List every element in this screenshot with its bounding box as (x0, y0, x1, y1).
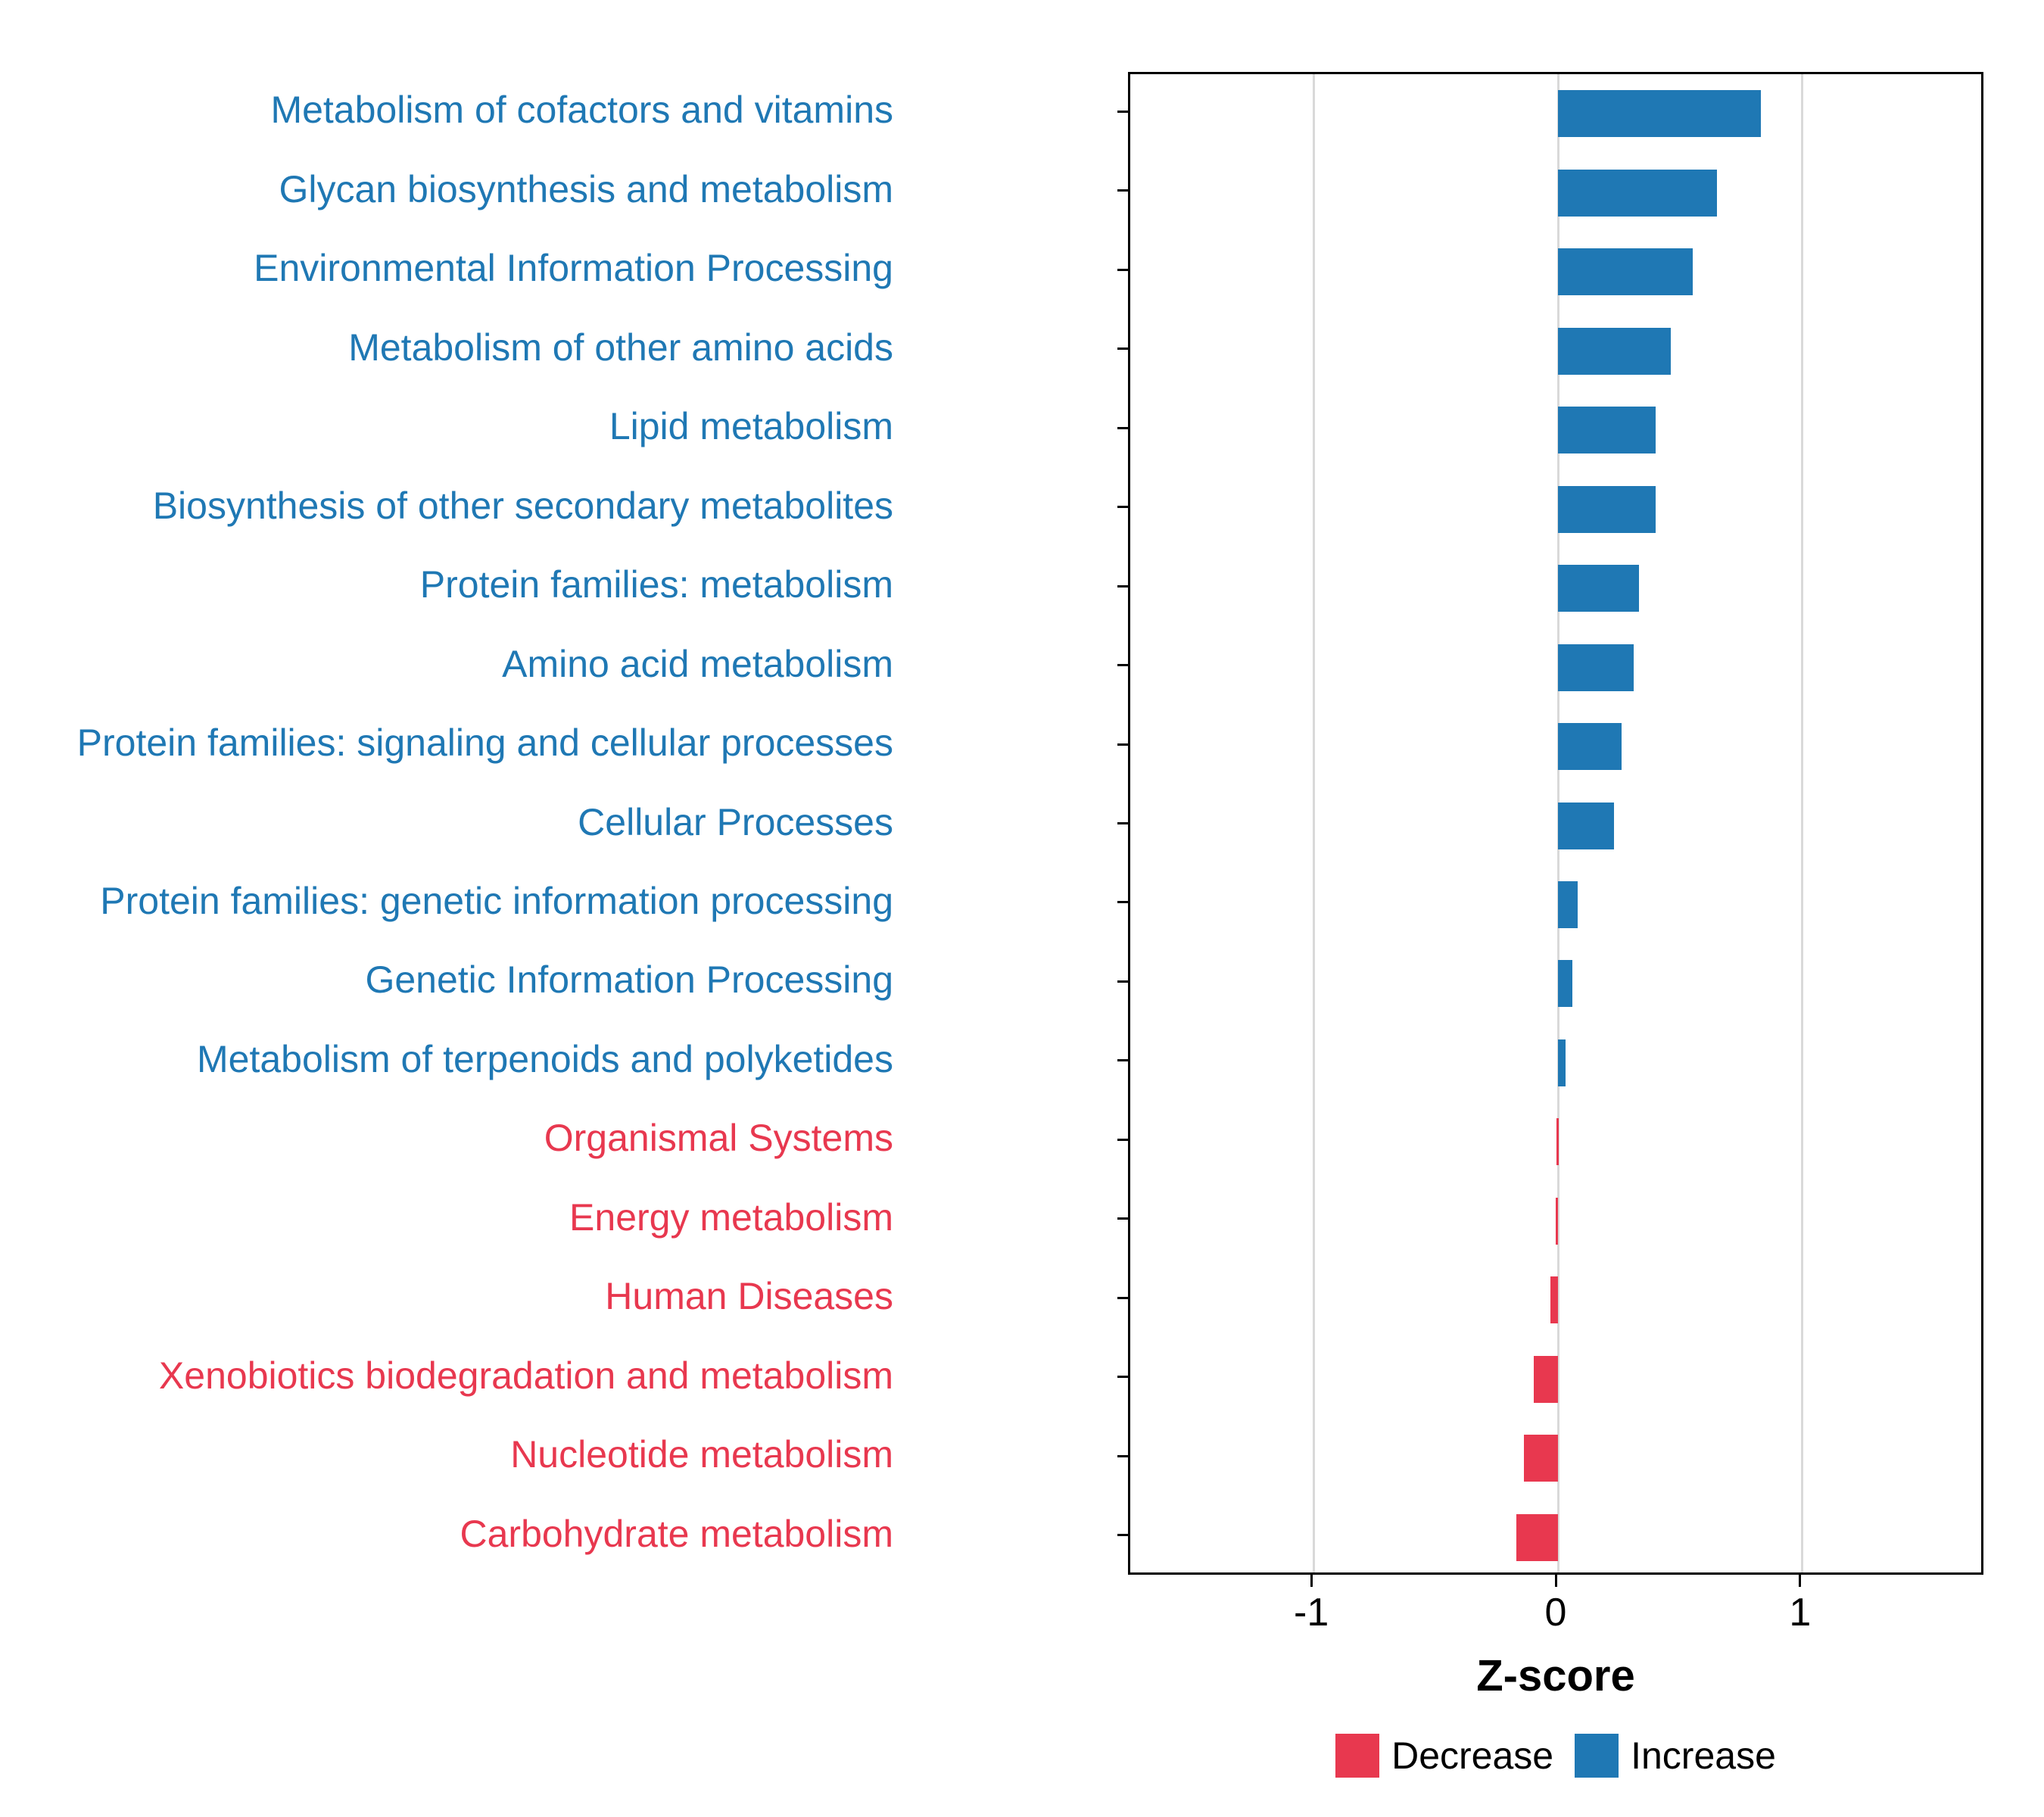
bar (1558, 1039, 1566, 1086)
bar (1558, 881, 1578, 928)
x-axis-tick-label: 1 (1789, 1591, 1812, 1635)
category-label: Carbohydrate metabolism (460, 1512, 893, 1555)
bar (1524, 1435, 1558, 1482)
category-label: Metabolism of other amino acids (348, 326, 893, 369)
legend-label-increase: Increase (1631, 1734, 1776, 1777)
category-label: Metabolism of cofactors and vitamins (270, 89, 893, 132)
category-label: Genetic Information Processing (365, 958, 893, 1002)
x-axis-tick-label: -1 (1294, 1591, 1329, 1635)
category-tick (1117, 901, 1128, 903)
legend-swatch-decrease (1335, 1734, 1379, 1778)
bar (1558, 803, 1614, 849)
category-tick (1117, 111, 1128, 113)
gridline (1313, 74, 1315, 1572)
bar (1556, 1118, 1559, 1165)
category-label: Protein families: metabolism (419, 563, 893, 606)
legend-item-decrease (1335, 1734, 1553, 1778)
category-label: Amino acid metabolism (502, 642, 893, 685)
bar (1558, 90, 1761, 137)
category-label: Environmental Information Processing (254, 247, 893, 290)
category-tick (1117, 1059, 1128, 1061)
bar (1558, 328, 1671, 375)
bar (1516, 1514, 1558, 1561)
category-label: Cellular Processes (578, 800, 893, 843)
bar (1534, 1356, 1558, 1403)
category-tick (1117, 348, 1128, 350)
bar (1558, 486, 1656, 533)
legend-item-increase (1575, 1734, 1776, 1778)
category-label: Biosynthesis of other secondary metabolites (152, 484, 893, 527)
bar (1558, 248, 1693, 295)
bar (1558, 960, 1572, 1007)
category-tick (1117, 980, 1128, 983)
category-tick (1117, 189, 1128, 192)
legend-label-decrease: Decrease (1391, 1734, 1554, 1777)
category-tick (1117, 822, 1128, 824)
category-tick (1117, 664, 1128, 666)
category-label: Nucleotide metabolism (510, 1433, 893, 1476)
category-tick (1117, 1376, 1128, 1378)
x-axis-title: Z-score (1476, 1651, 1635, 1700)
x-axis-tick (1310, 1575, 1313, 1587)
category-tick (1117, 427, 1128, 429)
category-tick (1117, 506, 1128, 508)
bar (1558, 723, 1622, 770)
category-tick (1117, 1534, 1128, 1536)
category-label: Energy metabolism (569, 1195, 893, 1239)
bar (1558, 407, 1656, 453)
category-label: Glycan biosynthesis and metabolism (279, 167, 893, 210)
x-axis-tick-label: 0 (1544, 1591, 1567, 1635)
category-label: Organismal Systems (544, 1117, 893, 1160)
category-tick (1117, 1297, 1128, 1299)
category-tick (1117, 585, 1128, 587)
x-axis-tick (1555, 1575, 1557, 1587)
category-label: Human Diseases (605, 1275, 893, 1318)
bar (1556, 1198, 1558, 1245)
legend-swatch-increase (1575, 1734, 1619, 1778)
category-label: Protein families: signaling and cellular processes (76, 722, 893, 765)
bar (1558, 644, 1634, 691)
legend (1128, 1734, 1983, 1778)
plot-panel (1128, 72, 1983, 1575)
category-tick (1117, 743, 1128, 746)
category-tick (1117, 1217, 1128, 1220)
category-tick (1117, 269, 1128, 271)
bar (1558, 565, 1639, 612)
gridline (1801, 74, 1803, 1572)
x-axis-tick (1799, 1575, 1801, 1587)
category-label: Lipid metabolism (609, 405, 893, 448)
bar (1558, 170, 1717, 217)
bar (1550, 1276, 1558, 1323)
category-tick (1117, 1455, 1128, 1457)
category-tick (1117, 1139, 1128, 1141)
category-label: Protein families: genetic information processing (100, 879, 893, 922)
category-label: Metabolism of terpenoids and polyketides (197, 1037, 893, 1080)
category-label: Xenobiotics biodegradation and metabolism (158, 1354, 893, 1397)
